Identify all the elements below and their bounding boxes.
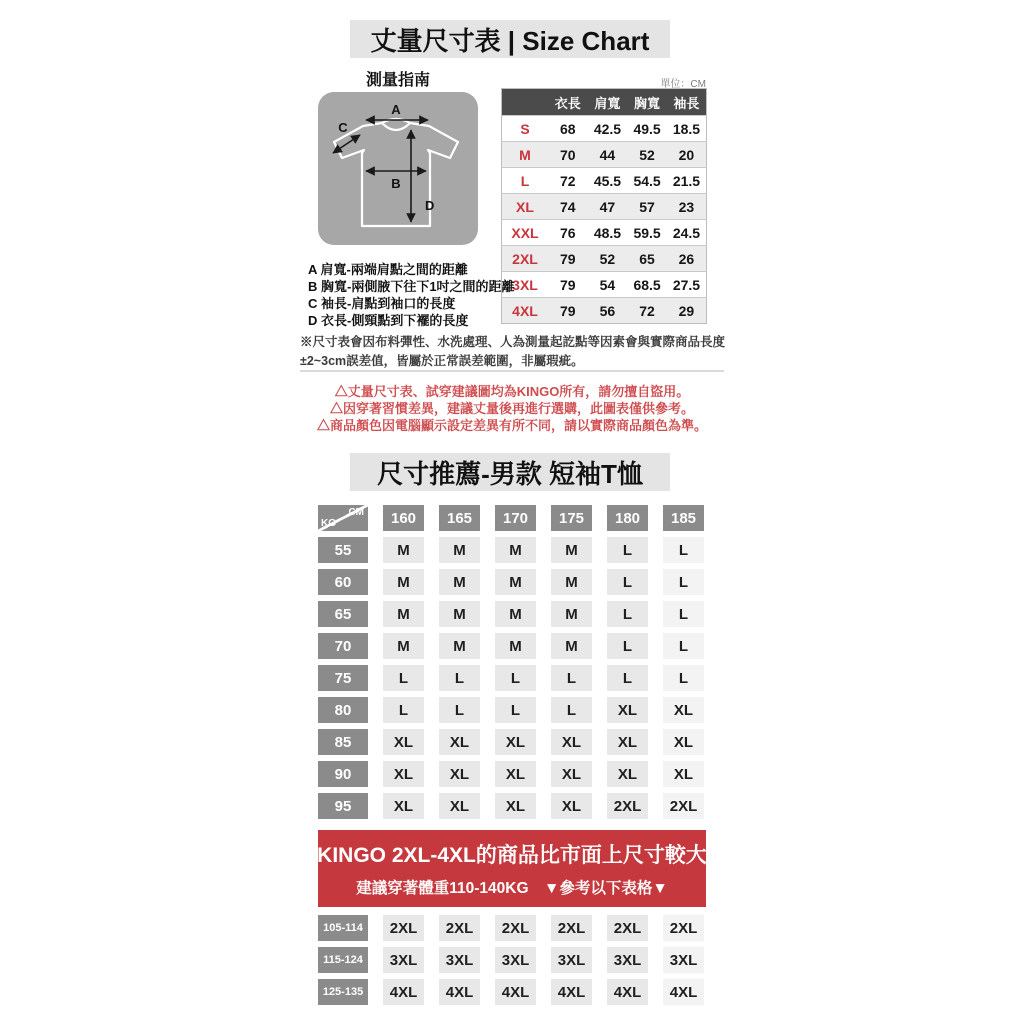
height-header-cell: 185 <box>663 505 704 531</box>
recommend-size-cell: L <box>663 665 704 691</box>
recommend-size-cell: 3XL <box>607 947 648 973</box>
size-value: 47 <box>588 194 628 220</box>
size-table-row <box>502 246 707 272</box>
recommend-size-cell: 4XL <box>439 979 480 1005</box>
recommend-size-cell: 3XL <box>439 947 480 973</box>
size-value: 70 <box>548 142 588 168</box>
recommend-size-cell: XL <box>551 761 592 787</box>
recommend-size-cell: L <box>495 697 536 723</box>
recommend-size-cell: 2XL <box>439 915 480 941</box>
size-value: 49.5 <box>627 116 667 142</box>
size-table-row <box>502 272 707 298</box>
measure-notes <box>308 261 515 329</box>
weight-label: 125-135 <box>318 979 368 1005</box>
size-table <box>501 88 707 324</box>
recommend-size-cell: 2XL <box>607 793 648 819</box>
label-d: D <box>425 198 435 213</box>
recommend-size-cell: M <box>383 569 424 595</box>
recommend-size-cell: M <box>495 633 536 659</box>
recommend-size-cell: 4XL <box>663 979 704 1005</box>
size-label: 3XL <box>502 272 549 298</box>
banner-line2: 建議穿著體重110-140KG ▼參考以下表格▼ <box>356 880 668 897</box>
size-table-header-cell: 衣長 <box>554 95 581 111</box>
weight-label: 55 <box>318 537 368 563</box>
recommend-size-cell: XL <box>551 729 592 755</box>
recommend-size-cell: L <box>607 569 648 595</box>
recommend-size-cell: 2XL <box>383 915 424 941</box>
label-b: B <box>391 176 401 191</box>
recommend-size-cell: XL <box>551 793 592 819</box>
recommend-size-cell: M <box>495 601 536 627</box>
size-table-row <box>502 194 707 220</box>
recommend-size-cell: 4XL <box>551 979 592 1005</box>
recommend-size-cell: 3XL <box>551 947 592 973</box>
recommend-size-cell: 4XL <box>383 979 424 1005</box>
disclaimer-text: ※尺寸表會因布料彈性、水洗處理、人為測量起訖點等因素會與實際商品長度±2~3cm誤差值，皆屬於正常誤差範圍，非屬瑕疵。 <box>300 335 726 368</box>
size-value: 54.5 <box>627 168 667 194</box>
size-value: 79 <box>548 272 588 298</box>
size-value: 76 <box>548 220 588 246</box>
recommend-size-cell: XL <box>607 729 648 755</box>
size-table-header-cell: 肩寬 <box>594 95 621 111</box>
tshirt-measure-diagram <box>318 92 478 245</box>
tshirt-outline <box>334 119 458 226</box>
measure-labels <box>338 102 434 213</box>
size-label: XXL <box>502 220 549 246</box>
recommend-size-cell: M <box>495 569 536 595</box>
recommend-corner-cell <box>318 505 368 531</box>
recommend-size-cell: XL <box>383 761 424 787</box>
recommend-size-cell: XL <box>495 793 536 819</box>
recommend-size-cell: L <box>663 537 704 563</box>
recommend-size-cell: M <box>383 601 424 627</box>
size-value: 68.5 <box>627 272 667 298</box>
kingo-plus-size-banner <box>318 830 706 907</box>
measure-guide-title: 測量指南 <box>365 72 430 89</box>
recommend-size-cell: 4XL <box>607 979 648 1005</box>
height-header-cell: 180 <box>607 505 648 531</box>
unit-label: 單位：CM <box>660 79 706 90</box>
measure-note-line: C 袖長-肩點到袖口的長度 <box>308 296 456 311</box>
recommend-size-cell: L <box>607 633 648 659</box>
recommend-size-cell: L <box>495 665 536 691</box>
size-value: 54 <box>588 272 628 298</box>
size-value: 56 <box>588 298 628 324</box>
recommend-size-cell: L <box>607 537 648 563</box>
size-table-row <box>502 220 707 246</box>
size-value: 20 <box>667 142 707 168</box>
weight-label: 75 <box>318 665 368 691</box>
recommend-size-cell: 2XL <box>663 793 704 819</box>
recommend-size-cell: M <box>551 537 592 563</box>
weight-label: 90 <box>318 761 368 787</box>
size-value: 72 <box>548 168 588 194</box>
size-value: 26 <box>667 246 707 272</box>
recommend-size-cell: L <box>663 633 704 659</box>
size-label: M <box>502 142 549 168</box>
recommend-size-cell: M <box>439 633 480 659</box>
height-header-cell: 170 <box>495 505 536 531</box>
size-value: 68 <box>548 116 588 142</box>
size-value: 45.5 <box>588 168 628 194</box>
size-label: 4XL <box>502 298 549 324</box>
size-value: 27.5 <box>667 272 707 298</box>
recommend-size-cell: L <box>663 569 704 595</box>
size-recommend-grid <box>318 505 704 819</box>
arrow-c <box>333 135 360 153</box>
tshirt-diagram-svg <box>318 92 478 245</box>
weight-label: 85 <box>318 729 368 755</box>
warning-line: △商品顏色因電腦顯示設定差異有所不同，請以實際商品顏色為準。 <box>316 418 707 433</box>
recommend-size-cell: M <box>383 633 424 659</box>
section-divider <box>300 370 724 372</box>
size-value: 74 <box>548 194 588 220</box>
recommend-size-cell: 3XL <box>663 947 704 973</box>
size-value: 52 <box>588 246 628 272</box>
banner-line1: KINGO 2XL-4XL的商品比市面上尺寸較大 <box>317 844 707 867</box>
recommend-size-cell: M <box>551 569 592 595</box>
size-label: 2XL <box>502 246 549 272</box>
recommend-size-cell: XL <box>663 697 704 723</box>
size-value: 42.5 <box>588 116 628 142</box>
recommend-size-cell: 2XL <box>607 915 648 941</box>
size-value: 23 <box>667 194 707 220</box>
size-value: 57 <box>627 194 667 220</box>
recommend-size-cell: M <box>551 601 592 627</box>
recommend-size-cell: M <box>383 537 424 563</box>
weight-label: 95 <box>318 793 368 819</box>
recommend-size-cell: L <box>663 601 704 627</box>
recommend-size-cell: M <box>439 601 480 627</box>
recommend-size-cell: M <box>439 537 480 563</box>
size-label: XL <box>502 194 549 220</box>
recommend-size-cell: XL <box>439 729 480 755</box>
warning-line: △丈量尺寸表、試穿建議圖均為KINGO所有，請勿擅自盜用。 <box>334 384 690 399</box>
recommend-size-cell: XL <box>663 729 704 755</box>
recommend-size-cell: XL <box>495 729 536 755</box>
size-table-body <box>502 116 707 324</box>
label-a: A <box>391 102 401 117</box>
weight-label: 70 <box>318 633 368 659</box>
size-value: 59.5 <box>627 220 667 246</box>
recommend-size-cell: M <box>439 569 480 595</box>
size-value: 29 <box>667 298 707 324</box>
size-table-row <box>502 298 707 324</box>
weight-label: 65 <box>318 601 368 627</box>
recommend-size-cell: XL <box>495 761 536 787</box>
corner-cm-label: CM <box>348 507 364 518</box>
size-value: 65 <box>627 246 667 272</box>
weight-label: 105-114 <box>318 915 368 941</box>
measure-note-line: B 胸寬-兩側腋下往下1吋之間的距離 <box>308 279 515 294</box>
recommend-size-cell: L <box>383 697 424 723</box>
recommend-section-title: 尺寸推薦-男款 短袖T恤 <box>350 453 670 491</box>
label-c: C <box>338 120 348 135</box>
size-table-header-empty <box>502 89 549 116</box>
size-table-header-cell: 袖長 <box>673 95 700 111</box>
recommend-size-cell: 4XL <box>495 979 536 1005</box>
warning-notes <box>0 383 1024 434</box>
recommend-size-cell: 2XL <box>495 915 536 941</box>
recommend-size-cell: XL <box>383 793 424 819</box>
recommend-size-cell: L <box>551 665 592 691</box>
recommend-size-cell: XL <box>663 761 704 787</box>
size-table-row <box>502 168 707 194</box>
weight-label: 60 <box>318 569 368 595</box>
size-table-row <box>502 116 707 142</box>
recommend-size-cell: 2XL <box>663 915 704 941</box>
size-table-header-cell: 胸寬 <box>634 95 661 111</box>
recommend-size-cell: 3XL <box>495 947 536 973</box>
recommend-size-cell: L <box>551 697 592 723</box>
size-value: 72 <box>627 298 667 324</box>
size-value: 18.5 <box>667 116 707 142</box>
recommend-size-cell: XL <box>607 761 648 787</box>
weight-label: 80 <box>318 697 368 723</box>
recommend-size-cell: L <box>607 665 648 691</box>
measure-note-line: D 衣長-側頸點到下襬的長度 <box>308 313 469 328</box>
recommend-size-cell: M <box>495 537 536 563</box>
size-label: S <box>502 116 549 142</box>
height-header-cell: 165 <box>439 505 480 531</box>
recommend-size-cell: 2XL <box>551 915 592 941</box>
size-value: 52 <box>627 142 667 168</box>
page-title: 丈量尺寸表 | Size Chart <box>350 20 670 58</box>
size-label: L <box>502 168 549 194</box>
size-value: 79 <box>548 298 588 324</box>
recommend-size-cell: M <box>551 633 592 659</box>
recommend-size-cell: L <box>383 665 424 691</box>
corner-kg-label: KG <box>321 518 336 529</box>
size-value: 24.5 <box>667 220 707 246</box>
recommend-size-cell: L <box>439 665 480 691</box>
size-table-header-row <box>502 89 707 116</box>
recommend-size-cell: XL <box>439 761 480 787</box>
size-table-row <box>502 142 707 168</box>
recommend-size-cell: L <box>607 601 648 627</box>
warning-line: △因穿著習慣差異，建議丈量後再進行選購，此圖表僅供參考。 <box>329 401 694 416</box>
size-value: 21.5 <box>667 168 707 194</box>
size-value: 79 <box>548 246 588 272</box>
measure-note-line: A 肩寬-兩端肩點之間的距離 <box>308 262 468 277</box>
recommend-size-cell: XL <box>607 697 648 723</box>
height-header-cell: 160 <box>383 505 424 531</box>
recommend-size-cell: 3XL <box>383 947 424 973</box>
weight-label: 115-124 <box>318 947 368 973</box>
size-value: 44 <box>588 142 628 168</box>
recommend-size-cell: L <box>439 697 480 723</box>
size-value: 48.5 <box>588 220 628 246</box>
recommend-size-cell: XL <box>439 793 480 819</box>
height-header-cell: 175 <box>551 505 592 531</box>
plus-size-grid <box>318 915 704 1005</box>
recommend-size-cell: XL <box>383 729 424 755</box>
